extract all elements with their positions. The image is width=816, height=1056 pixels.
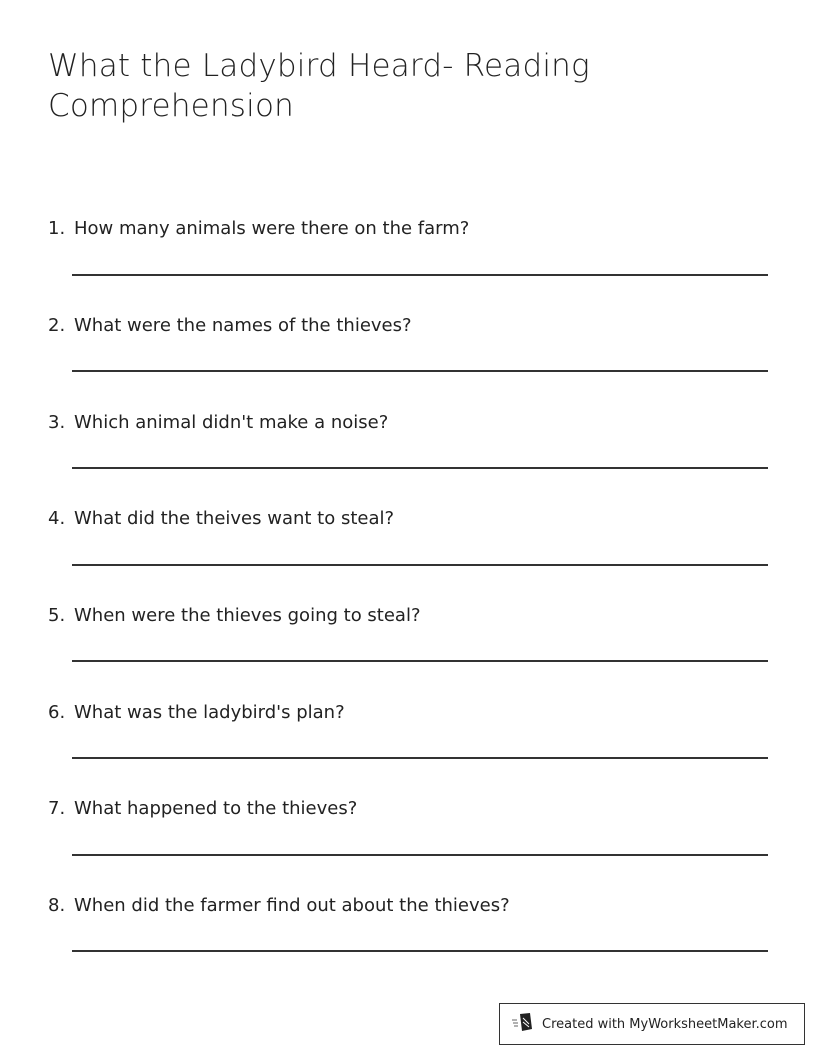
question-7 — [48, 798, 768, 820]
question-8 — [48, 895, 768, 917]
question-text: What was the ladybird's plan? — [74, 702, 345, 723]
question-text: When were the thieves going to steal? — [74, 605, 421, 626]
question-number: 1. — [48, 218, 66, 239]
question-text: How many animals were there on the farm? — [74, 218, 470, 239]
question-number: 3. — [48, 412, 66, 433]
question-number: 5. — [48, 605, 66, 626]
answer-line[interactable] — [72, 660, 768, 662]
question-text: What did the theives want to steal? — [74, 508, 395, 529]
question-2 — [48, 315, 768, 337]
question-text: When did the farmer find out about the thieves? — [74, 895, 510, 916]
question-text: Which animal didn't make a noise? — [74, 412, 389, 433]
question-number: 2. — [48, 315, 66, 336]
answer-line[interactable] — [72, 274, 768, 276]
question-6 — [48, 702, 768, 724]
question-text: What happened to the thieves? — [74, 798, 358, 819]
question-1 — [48, 218, 768, 240]
answer-line[interactable] — [72, 757, 768, 759]
question-number: 8. — [48, 895, 66, 916]
answer-line[interactable] — [72, 467, 768, 469]
question-number: 6. — [48, 702, 66, 723]
footer-badge[interactable] — [499, 1003, 805, 1045]
question-3 — [48, 412, 768, 434]
question-number: 4. — [48, 508, 66, 529]
answer-line[interactable] — [72, 370, 768, 372]
footer-text: Created with MyWorksheetMaker.com — [542, 1016, 788, 1032]
answer-line[interactable] — [72, 854, 768, 856]
question-5 — [48, 605, 768, 627]
answer-line[interactable] — [72, 950, 768, 952]
answer-line[interactable] — [72, 564, 768, 566]
worksheet-logo-icon — [512, 1012, 542, 1036]
page-title: What the Ladybird Heard- Reading Comprehension — [48, 48, 590, 124]
question-4 — [48, 508, 768, 530]
question-text: What were the names of the thieves? — [74, 315, 412, 336]
question-number: 7. — [48, 798, 66, 819]
